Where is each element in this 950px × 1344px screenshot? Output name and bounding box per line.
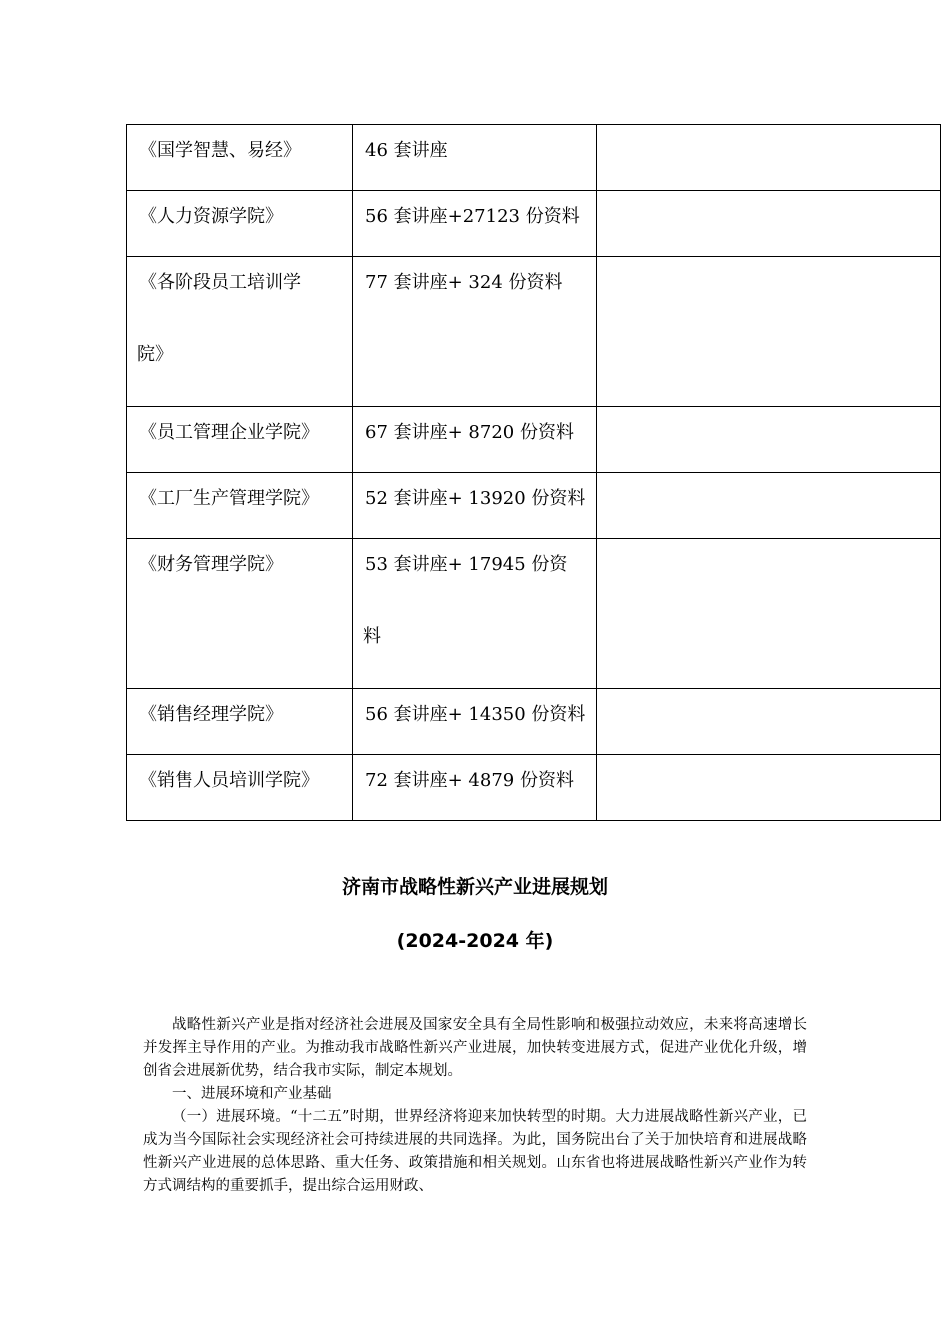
course-content: 56 套讲座+27123 份资料 <box>365 206 580 227</box>
course-content: 46 套讲座 <box>365 140 448 161</box>
table-row <box>127 257 941 407</box>
table-row <box>127 125 941 191</box>
course-content: 67 套讲座+ 8720 份资料 <box>365 422 574 443</box>
course-name-continued: 院》 <box>137 344 173 365</box>
section-heading: 一、进展环境和产业基础 <box>172 1086 332 1102</box>
course-name: 《财务管理学院》 <box>139 554 283 575</box>
document-body <box>143 1014 807 1198</box>
course-name: 《员工管理企业学院》 <box>139 422 319 443</box>
course-note <box>597 755 941 821</box>
course-note <box>597 191 941 257</box>
course-content: 53 套讲座+ 17945 份资 <box>365 554 568 575</box>
course-note <box>597 257 941 407</box>
table-row <box>127 689 941 755</box>
table-row <box>127 473 941 539</box>
course-note <box>597 539 941 689</box>
course-content-continued: 料 <box>363 626 381 647</box>
course-content: 56 套讲座+ 14350 份资料 <box>365 704 586 725</box>
document-title: 济南市战略性新兴产业进展规划 <box>341 876 608 898</box>
course-note <box>597 125 941 191</box>
course-table <box>126 124 941 821</box>
paragraph: （一）进展环境。“十二五”时期，世界经济将迎来加快转型的时期。大力进展战略性新兴产业，已成为当今国际社会实现经济社会可持续进展的共同选择。为此，国务院出台了关于加快培育和进展战略性新兴产业进展的总体思路、重大任务、政策措施和相关规划。山东省也将进展战略性新兴产业作为转方式调结构的重要抓手，提出综合运用财政、 <box>143 1109 807 1194</box>
course-name: 《人力资源学院》 <box>139 206 283 227</box>
course-name: 《工厂生产管理学院》 <box>139 488 319 509</box>
course-name: 《国学智慧、易经》 <box>139 140 301 161</box>
course-note <box>597 407 941 473</box>
document-subtitle: (2024-2024 年) <box>396 930 554 952</box>
course-note <box>597 689 941 755</box>
course-name: 《各阶段员工培训学 <box>139 272 301 293</box>
table-row <box>127 539 941 689</box>
course-content: 77 套讲座+ 324 份资料 <box>365 272 563 293</box>
table-row <box>127 407 941 473</box>
table-row <box>127 191 941 257</box>
paragraph: 战略性新兴产业是指对经济社会进展及国家安全具有全局性影响和极强拉动效应，未来将高速增长并发挥主导作用的产业。为推动我市战略性新兴产业进展，加快转变进展方式，促进产业优化升级，增创省会进展新优势，结合我市实际，制定本规划。 <box>143 1017 807 1079</box>
course-name: 《销售经理学院》 <box>139 704 283 725</box>
course-content: 52 套讲座+ 13920 份资料 <box>365 488 586 509</box>
course-name: 《销售人员培训学院》 <box>139 770 319 791</box>
course-note <box>597 473 941 539</box>
course-content: 72 套讲座+ 4879 份资料 <box>365 770 574 791</box>
table-row <box>127 755 941 821</box>
